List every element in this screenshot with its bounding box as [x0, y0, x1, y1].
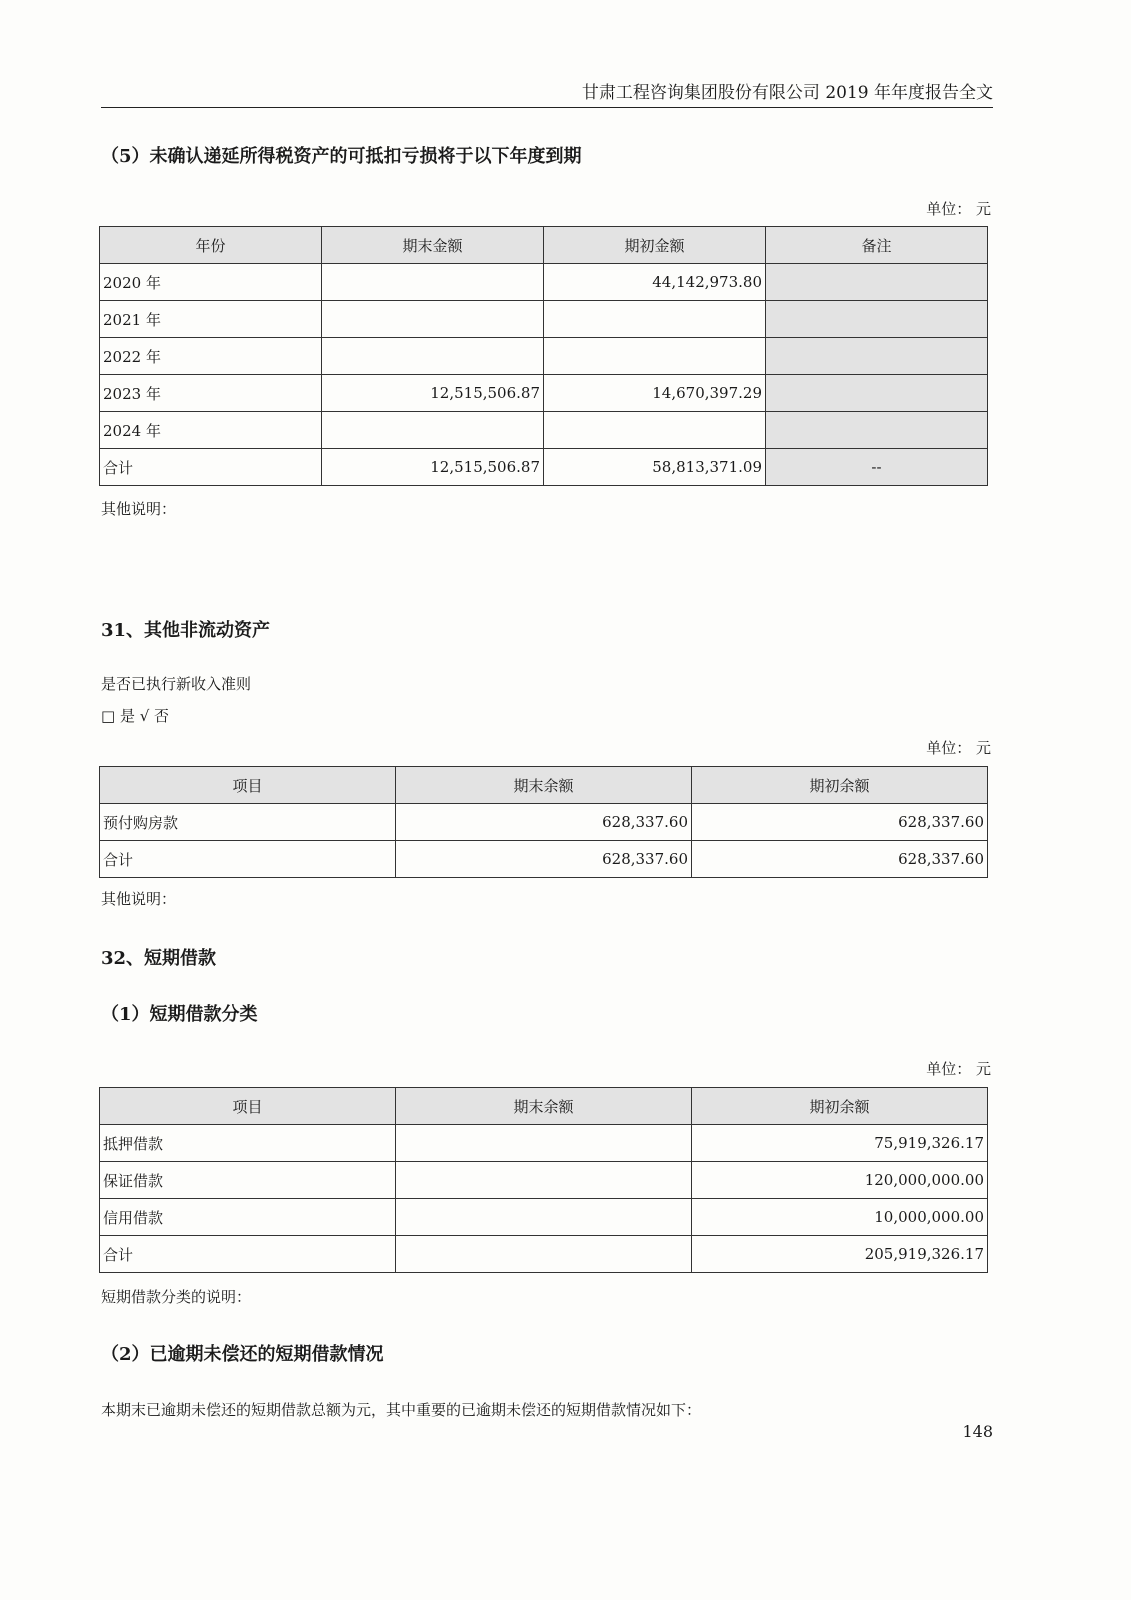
section32-unit: 单位： 元 [926, 1060, 991, 1078]
section32-heading: 32、短期借款 [101, 948, 217, 969]
row-remark [766, 338, 988, 375]
table-row [100, 264, 988, 301]
row-year: 2024 年 [100, 412, 322, 449]
row-remark: -- [766, 449, 988, 486]
row-year: 2023 年 [100, 375, 322, 412]
row-remark [766, 301, 988, 338]
col-header-begin-balance: 期初余额 [692, 1088, 988, 1125]
table-header-row [100, 1088, 988, 1125]
row-end-balance [396, 1162, 692, 1199]
col-header-begin-amount: 期初金额 [544, 227, 766, 264]
table-total-row [100, 1236, 988, 1273]
row-begin-balance: 628,337.60 [692, 804, 988, 841]
table-total-row [100, 841, 988, 878]
section32-sub2-heading: （2）已逾期未偿还的短期借款情况 [101, 1344, 384, 1365]
table-row [100, 338, 988, 375]
table-row [100, 412, 988, 449]
row-end-balance [396, 1199, 692, 1236]
new-revenue-standard-question: 是否已执行新收入准则 [101, 675, 252, 693]
row-remark [766, 264, 988, 301]
row-year: 2020 年 [100, 264, 322, 301]
row-begin-balance: 10,000,000.00 [692, 1199, 988, 1236]
short-term-loans-table [99, 1087, 988, 1273]
header-divider [101, 107, 993, 108]
table-row [100, 1199, 988, 1236]
row-end-amount [322, 338, 544, 375]
row-year: 2022 年 [100, 338, 322, 375]
col-header-remark: 备注 [766, 227, 988, 264]
section31-unit: 单位： 元 [926, 739, 991, 757]
table-header-row [100, 767, 988, 804]
row-end-amount [322, 301, 544, 338]
section5-heading: （5）未确认递延所得税资产的可抵扣亏损将于以下年度到期 [101, 146, 582, 167]
table-row [100, 301, 988, 338]
row-end-balance [396, 1125, 692, 1162]
table-row [100, 375, 988, 412]
table-row [100, 1162, 988, 1199]
section5-note: 其他说明： [101, 500, 177, 518]
row-begin-amount: 14,670,397.29 [544, 375, 766, 412]
row-item: 合计 [100, 841, 396, 878]
row-item: 信用借款 [100, 1199, 396, 1236]
row-begin-balance: 120,000,000.00 [692, 1162, 988, 1199]
table-row [100, 804, 988, 841]
col-header-end-amount: 期末金额 [322, 227, 544, 264]
row-item: 合计 [100, 1236, 396, 1273]
col-header-year: 年份 [100, 227, 322, 264]
row-item: 抵押借款 [100, 1125, 396, 1162]
table-total-row [100, 449, 988, 486]
row-end-amount: 12,515,506.87 [322, 375, 544, 412]
row-begin-balance: 75,919,326.17 [692, 1125, 988, 1162]
row-begin-amount [544, 301, 766, 338]
row-remark [766, 412, 988, 449]
section32-note: 短期借款分类的说明： [101, 1288, 252, 1306]
row-begin-balance: 628,337.60 [692, 841, 988, 878]
row-item: 保证借款 [100, 1162, 396, 1199]
new-revenue-standard-options: □ 是 √ 否 [101, 707, 170, 725]
section31-note: 其他说明： [101, 890, 177, 908]
row-year: 2021 年 [100, 301, 322, 338]
overdue-loans-description: 本期末已逾期未偿还的短期借款总额为元，其中重要的已逾期未偿还的短期借款情况如下： [101, 1401, 702, 1419]
row-item: 预付购房款 [100, 804, 396, 841]
row-end-balance: 628,337.60 [396, 804, 692, 841]
other-noncurrent-assets-table [99, 766, 988, 878]
row-begin-amount: 44,142,973.80 [544, 264, 766, 301]
section5-unit: 单位： 元 [926, 200, 991, 218]
deductible-loss-table [99, 226, 988, 486]
page-number: 148 [962, 1422, 993, 1441]
col-header-item: 项目 [100, 1088, 396, 1125]
col-header-begin-balance: 期初余额 [692, 767, 988, 804]
col-header-end-balance: 期末余额 [396, 767, 692, 804]
row-remark [766, 375, 988, 412]
table-row [100, 1125, 988, 1162]
section31-heading: 31、其他非流动资产 [101, 620, 271, 641]
col-header-end-balance: 期末余额 [396, 1088, 692, 1125]
row-end-amount [322, 264, 544, 301]
row-end-balance [396, 1236, 692, 1273]
report-header-title: 甘肃工程咨询集团股份有限公司 2019 年年度报告全文 [581, 83, 993, 103]
row-begin-amount: 58,813,371.09 [544, 449, 766, 486]
row-end-balance: 628,337.60 [396, 841, 692, 878]
table-header-row [100, 227, 988, 264]
row-end-amount: 12,515,506.87 [322, 449, 544, 486]
section32-sub1-heading: （1）短期借款分类 [101, 1004, 258, 1025]
row-begin-amount [544, 412, 766, 449]
row-begin-amount [544, 338, 766, 375]
row-begin-balance: 205,919,326.17 [692, 1236, 988, 1273]
row-year: 合计 [100, 449, 322, 486]
row-end-amount [322, 412, 544, 449]
col-header-item: 项目 [100, 767, 396, 804]
